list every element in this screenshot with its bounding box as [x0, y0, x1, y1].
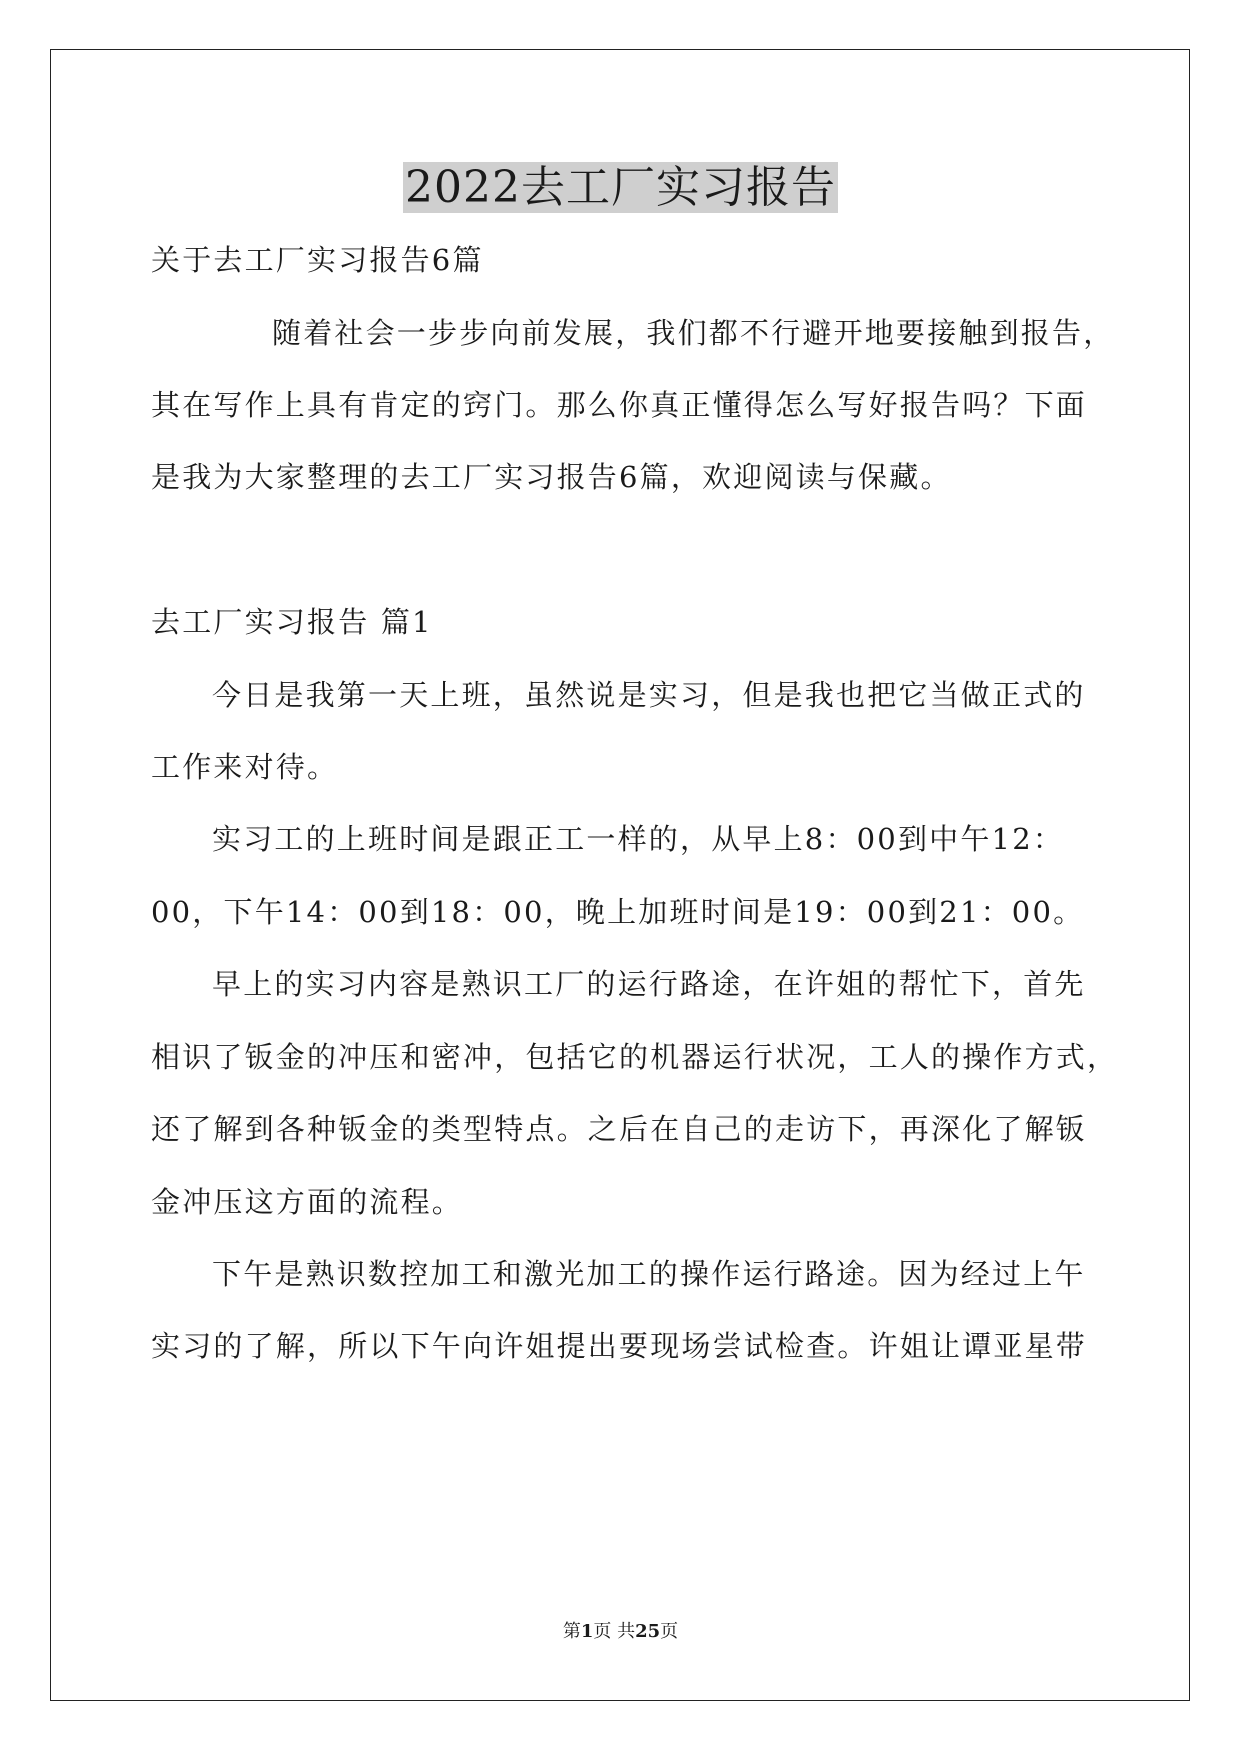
intro-line-2: 其在写作上具有肯定的窍门。那么你真正懂得怎么写好报告吗？下面: [151, 388, 1088, 422]
body-line-10: 实习的了解，所以下午向许姐提出要现场尝试检查。许姐让谭亚星带: [151, 1329, 1088, 1363]
footer-prefix: 第: [562, 1621, 581, 1642]
document-subtitle: 关于去工厂实习报告6篇: [151, 243, 484, 277]
body-line-1: 今日是我第一天上班，虽然说是实习，但是我也把它当做正式的: [212, 678, 1086, 712]
body-line-9: 下午是熟识数控加工和激光加工的操作运行路途。因为经过上午: [212, 1257, 1086, 1291]
body-line-6: 相识了钣金的冲压和密冲，包括它的机器运行状况，工人的操作方式，: [151, 1040, 1119, 1074]
page-footer: [0, 1620, 1241, 1644]
section-heading: 去工厂实习报告 篇1: [151, 605, 433, 639]
body-line-3: 实习工的上班时间是跟正工一样的，从早上8：00到中午12：: [212, 822, 1065, 856]
intro-line-1: 随着社会一步步向前发展，我们都不行避开地要接触到报告，: [272, 316, 1115, 350]
footer-suffix: 页: [660, 1621, 679, 1642]
document-title-text: 2022去工厂实习报告: [405, 162, 836, 213]
intro-line-3: 是我为大家整理的去工厂实习报告6篇，欢迎阅读与保藏。: [151, 460, 952, 494]
footer-page-number: 1: [580, 1621, 594, 1642]
body-line-2: 工作来对待。: [151, 750, 339, 784]
page-border: [50, 49, 1190, 1701]
footer-total-pages: 25: [635, 1621, 661, 1642]
body-line-5: 早上的实习内容是熟识工厂的运行路途，在许姐的帮忙下，首先: [212, 967, 1086, 1001]
footer-mid: 页 共: [593, 1621, 636, 1642]
document-title: [0, 158, 1241, 218]
body-line-7: 还了解到各种钣金的类型特点。之后在自己的走访下，再深化了解钣: [151, 1112, 1088, 1146]
body-line-8: 金冲压这方面的流程。: [151, 1185, 464, 1219]
body-line-4: 00，下午14：00到18：00，晚上加班时间是19：00到21：00。: [151, 895, 1085, 929]
